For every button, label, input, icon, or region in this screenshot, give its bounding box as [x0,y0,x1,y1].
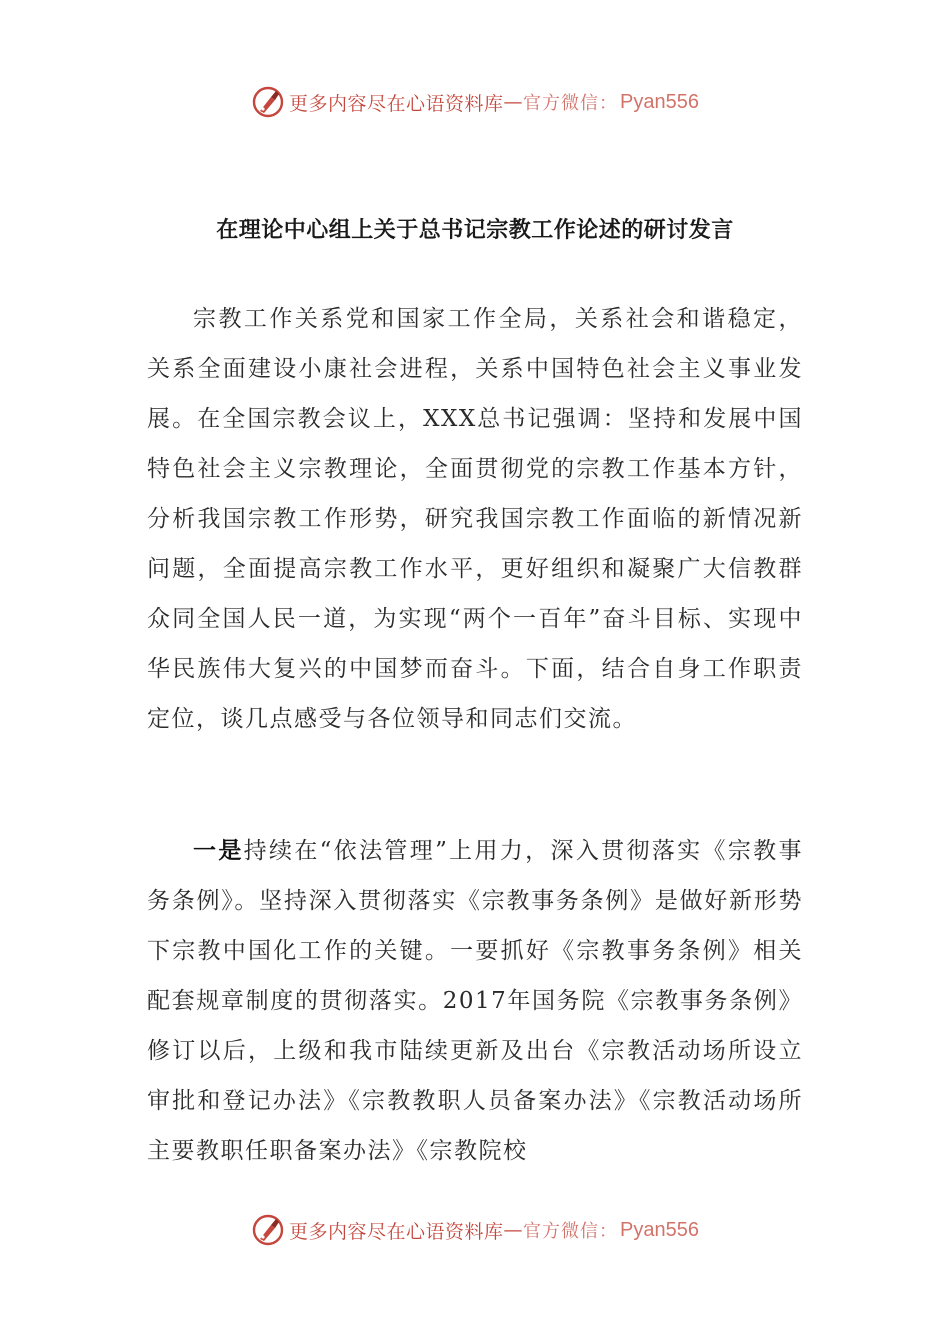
banner-wechat-label: 官方微信： [523,93,619,114]
banner-wechat-id: Pyan556 [620,90,699,113]
banner-separator: — [503,1219,524,1241]
banner-slogan: 更多内容尽在心语资料库 [289,92,504,115]
footer-watermark-banner [0,1208,950,1252]
paragraph-text: 持续在“依法管理”上用力，深入贯彻落实《宗教事务条例》。坚持深入贯彻落实《宗教事务条例》是做好新形势下宗教中国化工作的关键。一要抓好《宗教事务条例》相关配套规章制度的贯彻落实。2017年国务院《宗教事务条例》修订以后，上级和我市陆续更新及出台《宗教活动场所设立审批和登记办法》《宗教教职人员备案办法》《宗教活动场所主要教职任职备案办法》《宗教院校 [147,838,803,1164]
banner-separator: — [503,91,524,113]
body-paragraph [147,826,803,1176]
banner-slogan: 更多内容尽在心语资料库 [289,1220,504,1243]
document-title: 在理论中心组上关于总书记宗教工作论述的研讨发言 [216,218,734,243]
header-watermark-banner [0,80,950,124]
body-paragraph [147,294,803,744]
banner-wechat-label: 官方微信： [523,1221,619,1242]
pen-nib-circle-icon [251,85,285,119]
paragraph-lead: 一是 [193,837,244,864]
pen-nib-circle-icon [251,1213,285,1247]
banner-wechat-id: Pyan556 [620,1218,699,1241]
paragraph-text: 宗教工作关系党和国家工作全局，关系社会和谐稳定，关系全面建设小康社会进程，关系中国特色社会主义事业发展。在全国宗教会议上，XXX总书记强调：坚持和发展中国特色社会主义宗教理论，全面贯彻党的宗教工作基本方针，分析我国宗教工作形势，研究我国宗教工作面临的新情况新问题，全面提高宗教工作水平，更好组织和凝聚广大信教群众同全国人民一道，为实现“两个一百年”奋斗目标、实现中华民族伟大复兴的中国梦而奋斗。下面，结合自身工作职责定位，谈几点感受与各位领导和同志们交流。 [147,306,803,732]
